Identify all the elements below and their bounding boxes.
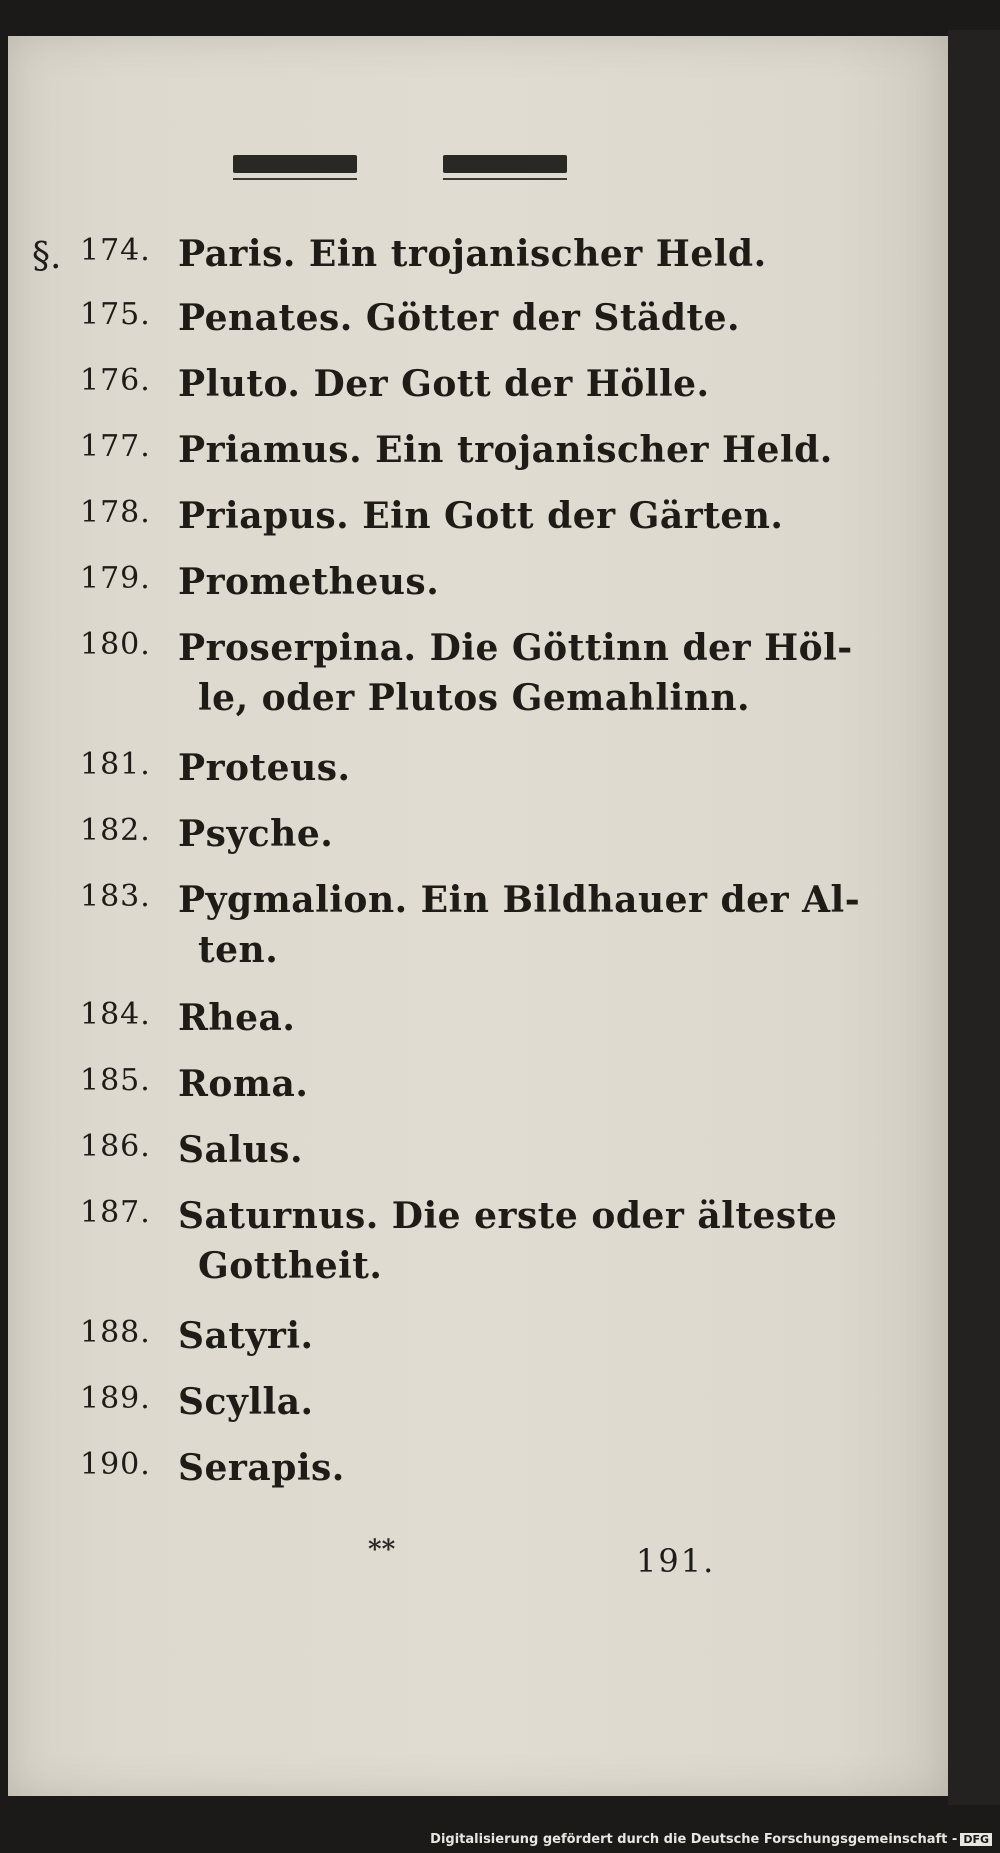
catchword: 191. [636,1542,716,1580]
entry-number: 179. [80,561,151,596]
credit-text: Digitalisierung gefördert durch die Deutsche Forschungsgemeinschaft - [430,1832,958,1847]
entry-text: Roma. [178,1063,309,1105]
digitization-credit [430,1832,992,1847]
entry-number: 177. [80,429,151,464]
entry-number: 182. [80,813,151,848]
signature-mark: ** [368,1535,396,1565]
entry-text: Paris. Ein trojanischer Held. [178,233,767,275]
section-mark: §. [32,236,62,277]
header-ornament-left [233,155,357,173]
entry-text: Satyri. [178,1315,314,1357]
entry-number: 186. [80,1129,151,1164]
entry-number: 184. [80,997,151,1032]
entry-text: Rhea. [178,997,296,1039]
entry-text: Saturnus. Die erste oder älteste [178,1195,838,1237]
entry-text: Proteus. [178,747,351,789]
entry-number: 187. [80,1195,151,1230]
entry-text: Proserpina. Die Göttinn der Höl- [178,627,853,669]
entry-number: 189. [80,1381,151,1416]
entry-number: 175. [80,297,151,332]
scan-edge [948,30,1000,1805]
entry-text: Penates. Götter der Städte. [178,297,741,339]
entry-text: Pluto. Der Gott der Hölle. [178,363,710,405]
entry-text: Salus. [178,1129,303,1171]
entry-number: 188. [80,1315,151,1350]
entry-text-continuation: ten. [198,929,279,971]
entry-number: 185. [80,1063,151,1098]
entry-number: 180. [80,627,151,662]
entry-number: 178. [80,495,151,530]
entry-number: 190. [80,1447,151,1482]
header-ornament-right [443,155,567,173]
entry-text: Scylla. [178,1381,314,1423]
dfg-logo: DFG [960,1833,992,1846]
entry-text: Pygmalion. Ein Bildhauer der Al- [178,879,861,921]
entry-text: Prometheus. [178,561,440,603]
entry-number: 174. [80,233,151,268]
entry-text-continuation: Gottheit. [198,1245,383,1287]
entry-number: 176. [80,363,151,398]
entry-text: Priapus. Ein Gott der Gärten. [178,495,784,537]
entry-text: Priamus. Ein trojanischer Held. [178,429,833,471]
entry-text: Serapis. [178,1447,345,1489]
entry-number: 181. [80,747,151,782]
entry-text-continuation: le, oder Plutos Gemahlinn. [198,677,751,719]
entry-text: Psyche. [178,813,334,855]
entry-number: 183. [80,879,151,914]
